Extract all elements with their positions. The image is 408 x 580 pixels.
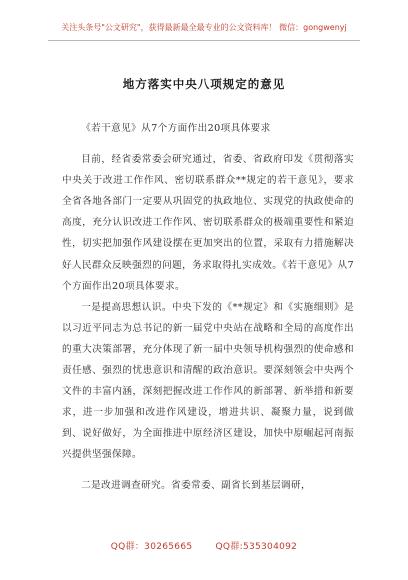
body-paragraph: 二是改进调查研究。省委常委、副省长到基层调研， — [81, 479, 312, 491]
body-paragraph: 目前，经省委常委会研究通过，省委、省政府印发《贯彻落实中央关于改进工作作风、密切联系群众**规定的若干意见》，要求全省各地各部门一定要从巩固党的执政地位、实现党的执政使命的高度，充分认识改进工作作风、密切联系群众的极端重要性和紧迫性，切实把加强作风建设摆在更加突出的位置，采取有力措施解决好人民群众反映强烈的问题，务求取得扎实成效。《若干意见》从7个方面作出20项具体要求。 — [62, 154, 354, 292]
header-divider — [48, 40, 360, 41]
body-paragraph: 一是提高思想认识。中央下发的《**规定》和《实施细则》是以习近平同志为总书记的新一届党中央站在战略和全局的高度作出的重大决策部署，充分体现了新一届中央领导机构强烈的使命感和责任感、强烈的忧患意识和清醒的政治意识。要深刻领会中央两个文件的丰富内涵，深刻把握改进工作作风的新部署、新举措和新要求，进一步加强和改进作风建设，增进共识、凝聚力量，说到做到、说好做好，为全面推进中原经济区建设，加快中原崛起河南振兴提供坚强保障。 — [62, 301, 354, 461]
footer-contact — [0, 539, 408, 552]
document-body — [62, 118, 354, 496]
footer-qq-group-2: QQ群:535304092 — [215, 542, 298, 552]
subheading-paragraph: 《若干意见》从7个方面作出20项具体要求 — [81, 123, 271, 134]
footer-qq-group-1: QQ群：30265665 — [110, 542, 193, 552]
document-title: 地方落实中央八项规定的意见 — [122, 77, 286, 91]
header-note: 关注头条号"公文研究"，获得最新最全最专业的公文资料库！ 微信：gongwenyj — [61, 23, 347, 32]
